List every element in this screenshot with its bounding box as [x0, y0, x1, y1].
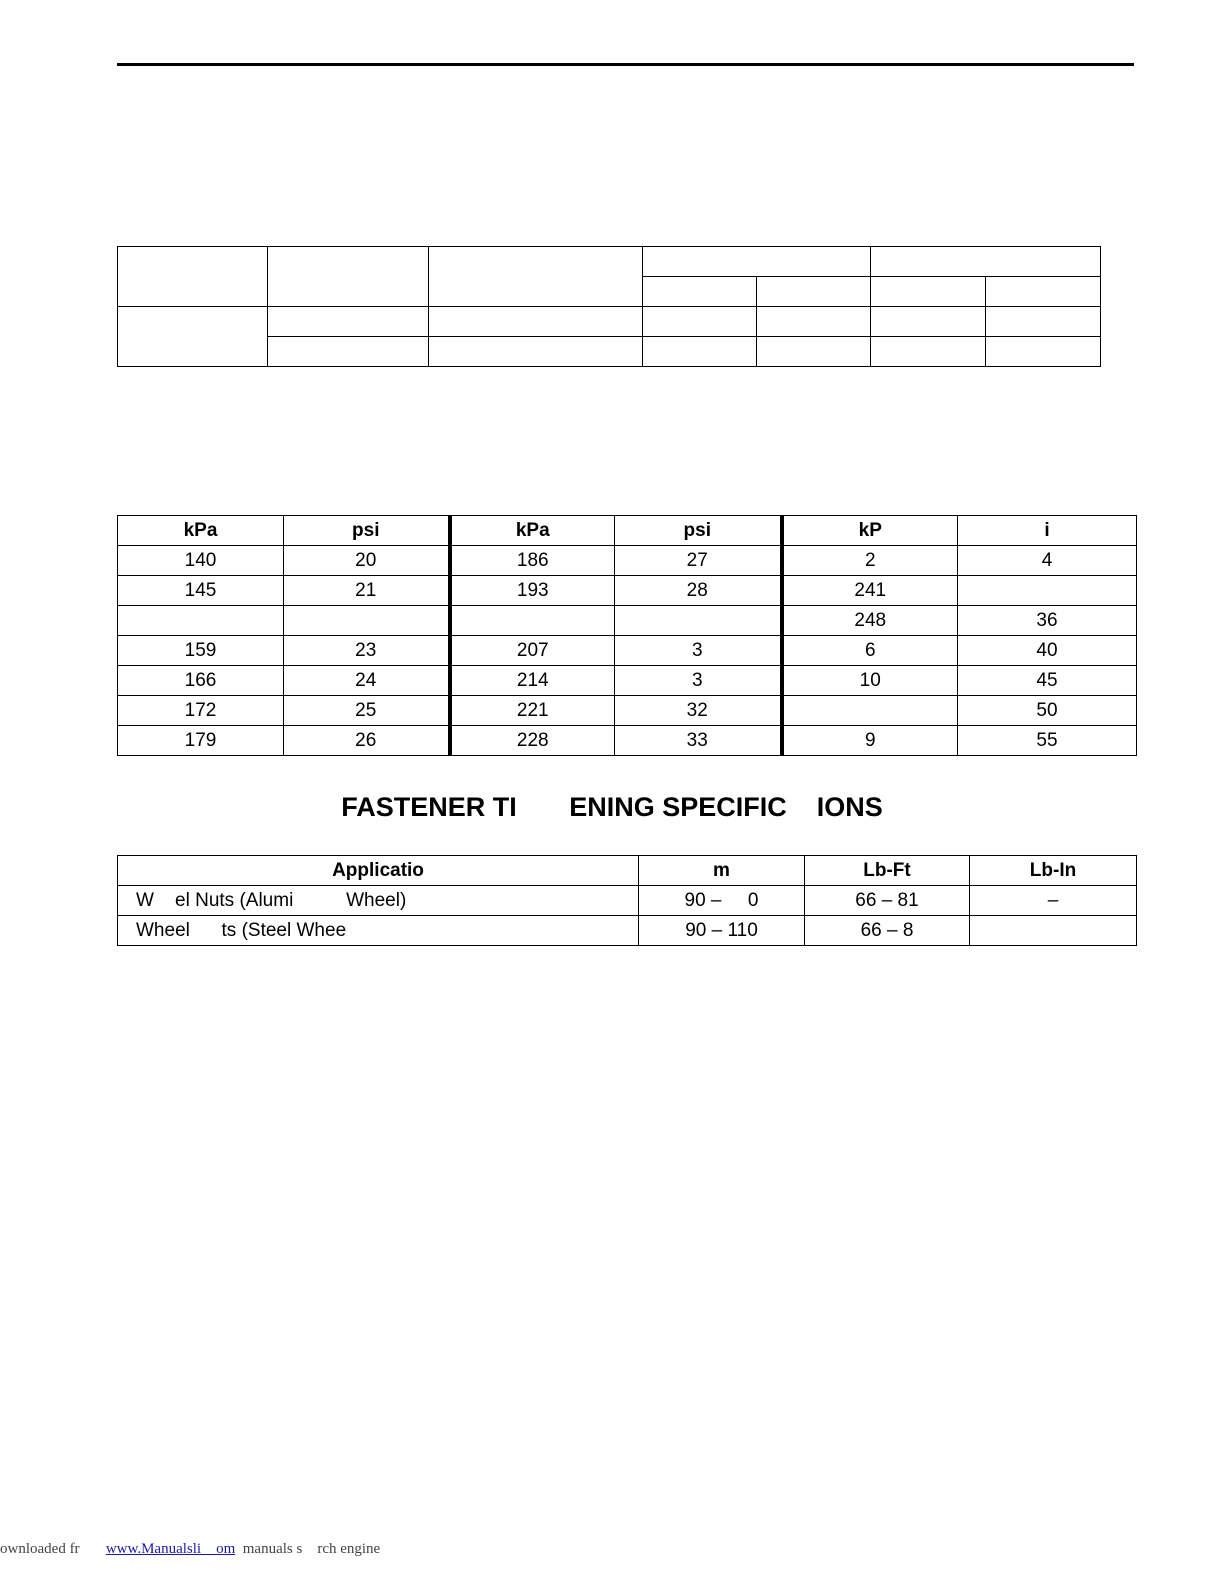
blank-cell: [118, 247, 268, 307]
table-cell: 40: [958, 636, 1137, 666]
blank-cell: [118, 307, 268, 367]
blank-cell: [429, 337, 643, 367]
table-cell: 241: [782, 576, 958, 606]
footer: [0, 1541, 380, 1558]
column-header: kPa: [118, 516, 284, 546]
table-cell: 26: [284, 726, 450, 756]
blank-cell: [757, 277, 871, 307]
table-row: [118, 726, 1137, 756]
table-cell: 207: [450, 636, 615, 666]
footer-prefix: ownloaded fr: [0, 1541, 80, 1557]
column-header: i: [958, 516, 1137, 546]
column-header: kP: [782, 516, 958, 546]
table-row: [118, 636, 1137, 666]
blank-cell: [643, 337, 757, 367]
table-cell: 2: [782, 546, 958, 576]
column-header: Lb-Ft: [805, 856, 970, 886]
table-cell: –: [970, 886, 1137, 916]
blank-cell: [268, 337, 429, 367]
table-cell: 25: [284, 696, 450, 726]
table-cell: W el Nuts (Alumi Wheel): [118, 886, 639, 916]
footer-link[interactable]: www.Manualsli om: [105, 1541, 236, 1557]
table-cell: 23: [284, 636, 450, 666]
blank-cell: [429, 247, 643, 307]
table-cell: 32: [615, 696, 782, 726]
blank-cell: [986, 307, 1101, 337]
table-cell: 214: [450, 666, 615, 696]
blank-cell: [268, 247, 429, 307]
table-cell: 159: [118, 636, 284, 666]
table-row: [118, 696, 1137, 726]
section-title: FASTENER TI ENING SPECIFIC IONS: [341, 792, 883, 822]
table-cell: 50: [958, 696, 1137, 726]
table-cell: [450, 606, 615, 636]
table-cell: 166: [118, 666, 284, 696]
table-cell: 248: [782, 606, 958, 636]
table-row: [118, 886, 1137, 916]
table-row: [118, 606, 1137, 636]
pressure-conversion-table: [117, 515, 1137, 756]
torque-spec-table: [117, 855, 1137, 946]
table-row: [118, 576, 1137, 606]
table-header-row: [118, 516, 1137, 546]
table-cell: [782, 696, 958, 726]
column-header: kPa: [450, 516, 615, 546]
table-cell: 66 – 8: [805, 916, 970, 946]
table-cell: 221: [450, 696, 615, 726]
table-row: [118, 916, 1137, 946]
table-cell: 3: [615, 636, 782, 666]
table-cell: 90 – 0: [639, 886, 805, 916]
table-cell: 36: [958, 606, 1137, 636]
table-cell: [958, 576, 1137, 606]
table-cell: 45: [958, 666, 1137, 696]
column-header: m: [639, 856, 805, 886]
table-cell: [615, 606, 782, 636]
table-cell: 4: [958, 546, 1137, 576]
blank-cell: [643, 277, 757, 307]
table-cell: 10: [782, 666, 958, 696]
table-cell: 193: [450, 576, 615, 606]
column-header: Applicatio: [118, 856, 639, 886]
blank-cell: [643, 247, 871, 277]
table-row: [118, 546, 1137, 576]
column-header: psi: [284, 516, 450, 546]
table-header-row: [118, 856, 1137, 886]
table-cell: 179: [118, 726, 284, 756]
blank-cell: [986, 337, 1101, 367]
footer-suffix: manuals s rch engine: [242, 1541, 381, 1557]
table-cell: [118, 606, 284, 636]
table-cell: [970, 916, 1137, 946]
table-cell: 21: [284, 576, 450, 606]
blank-cell: [429, 307, 643, 337]
column-header: psi: [615, 516, 782, 546]
table-cell: 140: [118, 546, 284, 576]
table-cell: 172: [118, 696, 284, 726]
blank-cell: [871, 307, 986, 337]
table-cell: 66 – 81: [805, 886, 970, 916]
table-cell: 55: [958, 726, 1137, 756]
table-cell: 228: [450, 726, 615, 756]
blank-cell: [871, 277, 986, 307]
blank-cell: [757, 307, 871, 337]
blank-cell: [268, 307, 429, 337]
blank-cell: [871, 337, 986, 367]
blank-cell: [757, 337, 871, 367]
table-cell: [284, 606, 450, 636]
table-cell: 33: [615, 726, 782, 756]
table-cell: 186: [450, 546, 615, 576]
table-cell: 20: [284, 546, 450, 576]
top-rule: [117, 63, 1134, 66]
table-cell: 145: [118, 576, 284, 606]
blank-cell: [986, 277, 1101, 307]
table-cell: 28: [615, 576, 782, 606]
table-cell: 9: [782, 726, 958, 756]
column-header: Lb-In: [970, 856, 1137, 886]
table-cell: 6: [782, 636, 958, 666]
table-cell: 27: [615, 546, 782, 576]
blank-spec-table: [117, 246, 1101, 367]
table-cell: 24: [284, 666, 450, 696]
table-row: [118, 666, 1137, 696]
blank-cell: [643, 307, 757, 337]
table-cell: 90 – 110: [639, 916, 805, 946]
table-cell: 3: [615, 666, 782, 696]
blank-cell: [871, 247, 1101, 277]
table-cell: Wheel ts (Steel Whee: [118, 916, 639, 946]
